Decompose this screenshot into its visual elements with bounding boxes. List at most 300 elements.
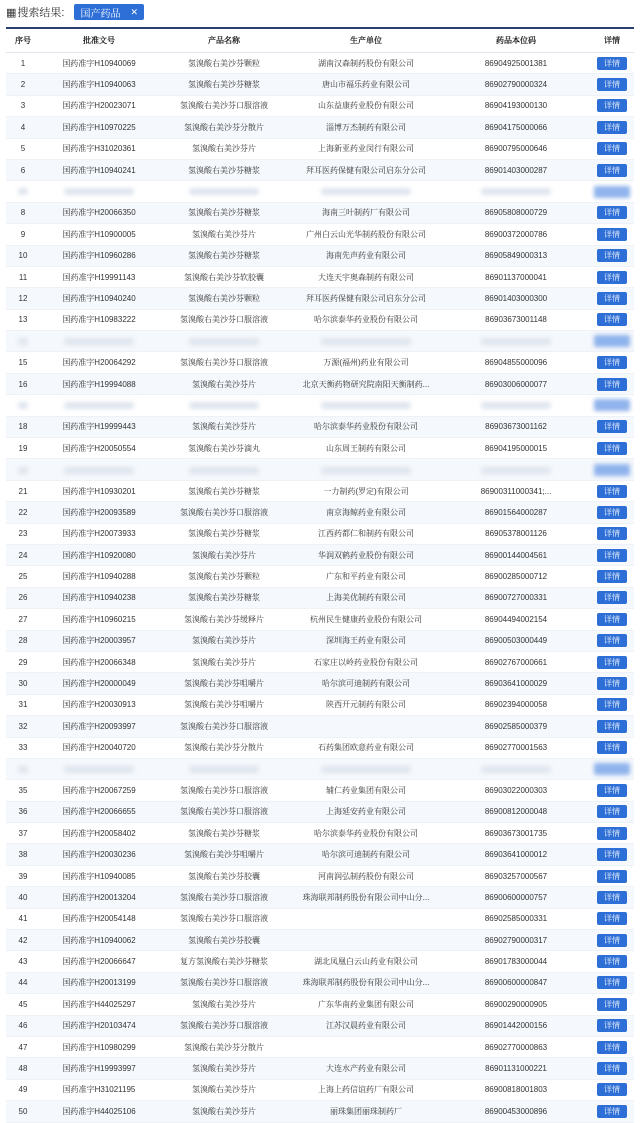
filter-tag[interactable]	[74, 4, 144, 20]
cell-product: 氢溴酸右美沙芬糖浆	[158, 587, 290, 608]
table-row	[6, 373, 634, 394]
cell-maker: 陕西开元制药有限公司	[290, 694, 442, 715]
blurred-cell	[290, 395, 442, 416]
cell-approval: 国药准字H10940069	[40, 53, 158, 74]
cell-no: 4	[6, 117, 40, 138]
cell-product: 氢溴酸右美沙芬片	[158, 224, 290, 245]
cell-approval: 国药准字H20023071	[40, 95, 158, 116]
cell-approval: 国药准字H20103474	[40, 1015, 158, 1036]
cell-approval: 国药准字H19994088	[40, 373, 158, 394]
cell-code: 86900795000646	[442, 138, 590, 159]
cell-no: 42	[6, 930, 40, 951]
cell-approval: 国药准字H10900005	[40, 224, 158, 245]
cell-product: 氢溴酸右美沙芬口服溶液	[158, 309, 290, 330]
cell-detail	[590, 823, 634, 844]
cell-code: 86904494002154	[442, 609, 590, 630]
cell-detail	[590, 844, 634, 865]
cell-product: 复方氢溴酸右美沙芬糖浆	[158, 951, 290, 972]
cell-code: 86902770001563	[442, 737, 590, 758]
col-header-maker: 生产单位	[290, 29, 442, 53]
redacted-block	[321, 338, 411, 345]
cell-maker: 哈尔滨可迪制药有限公司	[290, 844, 442, 865]
cell-detail	[590, 566, 634, 587]
col-header-approval: 批准文号	[40, 29, 158, 53]
cell-product: 氢溴酸右美沙芬糖浆	[158, 480, 290, 501]
redacted-block	[64, 338, 134, 345]
cell-code: 86902394000058	[442, 694, 590, 715]
cell-detail	[590, 972, 634, 993]
blurred-cell	[40, 758, 158, 779]
detail-button[interactable]: 详情	[597, 934, 627, 947]
redacted-block	[481, 402, 551, 409]
blurred-cell	[40, 395, 158, 416]
cell-detail	[590, 159, 634, 180]
cell-maker	[290, 930, 442, 951]
cell-no: 32	[6, 716, 40, 737]
blurred-cell	[6, 459, 40, 480]
cell-detail	[590, 266, 634, 287]
table-row	[6, 587, 634, 608]
table-row	[6, 74, 634, 95]
table-row	[6, 651, 634, 672]
redacted-button	[594, 335, 630, 347]
cell-maker: 杭州民生健康药业股份有限公司	[290, 609, 442, 630]
cell-approval: 国药准字H10940085	[40, 865, 158, 886]
redacted-block	[18, 188, 28, 195]
blurred-cell	[158, 331, 290, 352]
cell-code: 86903673001162	[442, 416, 590, 437]
cell-approval: 国药准字H20058402	[40, 823, 158, 844]
detail-button[interactable]: 详情	[597, 613, 627, 626]
cell-code: 86904175000066	[442, 117, 590, 138]
table-row	[6, 972, 634, 993]
cell-detail	[590, 544, 634, 565]
cell-code: 86902585000331	[442, 908, 590, 929]
table-row	[6, 480, 634, 501]
cell-detail	[590, 309, 634, 330]
cell-detail	[590, 737, 634, 758]
cell-code: 86900290000905	[442, 994, 590, 1015]
cell-code: 86900453000896	[442, 1101, 590, 1122]
detail-button[interactable]: 详情	[597, 292, 627, 305]
cell-maker: 拜耳医药保健有限公司启东分公司	[290, 159, 442, 180]
cell-approval: 国药准字H10920080	[40, 544, 158, 565]
cell-code: 86901564000287	[442, 502, 590, 523]
detail-button[interactable]: 详情	[597, 249, 627, 262]
cell-approval: 国药准字H10940241	[40, 159, 158, 180]
cell-product: 氢溴酸右美沙芬颗粒	[158, 566, 290, 587]
table-row	[6, 823, 634, 844]
cell-detail	[590, 630, 634, 651]
cell-product: 氢溴酸右美沙芬糖浆	[158, 159, 290, 180]
detail-button[interactable]: 详情	[597, 741, 627, 754]
detail-button[interactable]: 详情	[597, 142, 627, 155]
cell-approval: 国药准字H10940240	[40, 288, 158, 309]
redacted-block	[18, 467, 28, 474]
cell-approval: 国药准字H20030913	[40, 694, 158, 715]
cell-detail	[590, 74, 634, 95]
cell-product: 氢溴酸右美沙芬口服溶液	[158, 908, 290, 929]
detail-button[interactable]: 详情	[597, 955, 627, 968]
blurred-cell	[40, 459, 158, 480]
cell-no: 3	[6, 95, 40, 116]
detail-button[interactable]: 详情	[597, 591, 627, 604]
cell-code: 86904925001381	[442, 53, 590, 74]
detail-button[interactable]: 详情	[597, 912, 627, 925]
cell-no: 8	[6, 202, 40, 223]
cell-code: 86900818001803	[442, 1079, 590, 1100]
cell-detail	[590, 480, 634, 501]
table-row	[6, 994, 634, 1015]
detail-button[interactable]: 详情	[597, 656, 627, 669]
cell-product: 氢溴酸右美沙芬分散片	[158, 1036, 290, 1057]
cell-maker: 珠海联邦制药股份有限公司中山分...	[290, 972, 442, 993]
detail-button[interactable]: 详情	[597, 57, 627, 70]
cell-product: 氢溴酸右美沙芬片	[158, 1079, 290, 1100]
table-row	[6, 352, 634, 373]
table-header	[6, 29, 634, 53]
cell-detail	[590, 673, 634, 694]
blurred-cell	[290, 181, 442, 202]
table-row	[6, 566, 634, 587]
cell-product: 氢溴酸右美沙芬咀嚼片	[158, 694, 290, 715]
detail-button[interactable]: 详情	[597, 1019, 627, 1032]
cell-no: 27	[6, 609, 40, 630]
cell-no: 11	[6, 266, 40, 287]
cell-detail	[590, 224, 634, 245]
redacted-block	[481, 467, 551, 474]
cell-maker: 湖南汉森制药股份有限公司	[290, 53, 442, 74]
detail-button[interactable]: 详情	[597, 549, 627, 562]
cell-product: 氢溴酸右美沙芬分散片	[158, 737, 290, 758]
cell-product: 氢溴酸右美沙芬颗粒	[158, 288, 290, 309]
redacted-block	[189, 188, 259, 195]
table-row	[6, 1036, 634, 1057]
cell-detail	[590, 887, 634, 908]
cell-code: 86904195000015	[442, 438, 590, 459]
cell-approval: 国药准字H10940288	[40, 566, 158, 587]
cell-product: 氢溴酸右美沙芬片	[158, 1058, 290, 1079]
blurred-cell	[158, 758, 290, 779]
cell-no: 41	[6, 908, 40, 929]
cell-detail	[590, 1101, 634, 1122]
cell-approval: 国药准字H20066348	[40, 651, 158, 672]
cell-code: 86900285000712	[442, 566, 590, 587]
cell-no: 39	[6, 865, 40, 886]
cell-detail	[590, 288, 634, 309]
detail-button[interactable]: 详情	[597, 677, 627, 690]
table-row	[6, 1015, 634, 1036]
blurred-cell	[6, 181, 40, 202]
cell-product: 氢溴酸右美沙芬糖浆	[158, 245, 290, 266]
cell-code: 86902790000324	[442, 74, 590, 95]
cell-code: 86905378001126	[442, 523, 590, 544]
blurred-cell	[290, 459, 442, 480]
detail-button[interactable]: 详情	[597, 1083, 627, 1096]
cell-approval: 国药准字H20003957	[40, 630, 158, 651]
cell-code: 86900372000786	[442, 224, 590, 245]
cell-approval: 国药准字H44025106	[40, 1101, 158, 1122]
cell-code: 86905808000729	[442, 202, 590, 223]
table-row	[6, 309, 634, 330]
blurred-cell	[158, 181, 290, 202]
table-row	[6, 224, 634, 245]
search-result-bar	[0, 0, 640, 24]
cell-detail	[590, 1036, 634, 1057]
cell-code: 86901442000156	[442, 1015, 590, 1036]
close-icon[interactable]: ✕	[130, 6, 139, 17]
detail-button[interactable]: 详情	[597, 976, 627, 989]
cell-maker: 上海延安药业有限公司	[290, 801, 442, 822]
cell-detail	[590, 438, 634, 459]
detail-button[interactable]: 详情	[597, 827, 627, 840]
detail-button[interactable]: 详情	[597, 891, 627, 904]
detail-button[interactable]: 详情	[597, 356, 627, 369]
table-row	[6, 801, 634, 822]
cell-maker: 海南先声药业有限公司	[290, 245, 442, 266]
cell-no: 47	[6, 1036, 40, 1057]
redacted-block	[481, 188, 551, 195]
cell-product: 氢溴酸右美沙芬片	[158, 373, 290, 394]
cell-no: 48	[6, 1058, 40, 1079]
cell-maker: 辅仁药业集团有限公司	[290, 780, 442, 801]
cell-maker: 江西药都仁和制药有限公司	[290, 523, 442, 544]
cell-maker: 一力制药(罗定)有限公司	[290, 480, 442, 501]
cell-product: 氢溴酸右美沙芬口服溶液	[158, 716, 290, 737]
cell-code: 86903022000303	[442, 780, 590, 801]
cell-approval: 国药准字H10983222	[40, 309, 158, 330]
cell-product: 氢溴酸右美沙芬口服溶液	[158, 502, 290, 523]
cell-maker: 河南润弘制药股份有限公司	[290, 865, 442, 886]
detail-button[interactable]: 详情	[597, 206, 627, 219]
cell-approval: 国药准字H10940238	[40, 587, 158, 608]
cell-approval: 国药准字H20066647	[40, 951, 158, 972]
blurred-cell	[40, 181, 158, 202]
cell-maker: 湖北凤凰白云山药业有限公司	[290, 951, 442, 972]
cell-maker: 南京海鲸药业有限公司	[290, 502, 442, 523]
blurred-cell	[590, 181, 634, 202]
cell-product: 氢溴酸右美沙芬糖浆	[158, 202, 290, 223]
detail-button[interactable]: 详情	[597, 570, 627, 583]
detail-button[interactable]: 详情	[597, 78, 627, 91]
cell-no: 25	[6, 566, 40, 587]
cell-approval: 国药准字H20030236	[40, 844, 158, 865]
cell-detail	[590, 587, 634, 608]
cell-maker	[290, 1036, 442, 1057]
cell-no: 35	[6, 780, 40, 801]
detail-button[interactable]: 详情	[597, 121, 627, 134]
cell-no: 30	[6, 673, 40, 694]
redacted-button	[594, 399, 630, 411]
cell-no: 12	[6, 288, 40, 309]
detail-button[interactable]: 详情	[597, 634, 627, 647]
cell-maker: 拜耳医药保健有限公司启东分公司	[290, 288, 442, 309]
cell-detail	[590, 138, 634, 159]
blurred-cell	[6, 395, 40, 416]
cell-maker: 大连水产药业有限公司	[290, 1058, 442, 1079]
detail-button[interactable]: 详情	[597, 784, 627, 797]
redacted-block	[189, 467, 259, 474]
detail-button[interactable]: 详情	[597, 848, 627, 861]
cell-detail	[590, 117, 634, 138]
cell-maker: 深圳海王药业有限公司	[290, 630, 442, 651]
cell-no: 29	[6, 651, 40, 672]
redacted-block	[64, 467, 134, 474]
blurred-cell	[290, 331, 442, 352]
cell-maker: 山东益康药业股份有限公司	[290, 95, 442, 116]
cell-detail	[590, 95, 634, 116]
cell-code: 86901403000300	[442, 288, 590, 309]
detail-button[interactable]: 详情	[597, 313, 627, 326]
redacted-block	[321, 188, 411, 195]
blurred-cell	[442, 758, 590, 779]
cell-maker: 大连天宇奥森制药有限公司	[290, 266, 442, 287]
detail-button[interactable]: 详情	[597, 805, 627, 818]
detail-button[interactable]: 详情	[597, 1105, 627, 1118]
cell-no: 10	[6, 245, 40, 266]
cell-product: 氢溴酸右美沙芬口服溶液	[158, 780, 290, 801]
cell-code: 86901137000041	[442, 266, 590, 287]
cell-detail	[590, 202, 634, 223]
cell-maker: 上海新亚药业闵行有限公司	[290, 138, 442, 159]
cell-approval: 国药准字H10930201	[40, 480, 158, 501]
cell-maker: 海南三叶制药厂有限公司	[290, 202, 442, 223]
cell-code: 86900503000449	[442, 630, 590, 651]
detail-button[interactable]: 详情	[597, 485, 627, 498]
table-row	[6, 416, 634, 437]
table-row	[6, 438, 634, 459]
cell-product: 氢溴酸右美沙芬颗粒	[158, 53, 290, 74]
redacted-block	[189, 766, 259, 773]
table-row	[6, 95, 634, 116]
redacted-block	[18, 338, 28, 345]
cell-product: 氢溴酸右美沙芬咀嚼片	[158, 844, 290, 865]
table-row	[6, 951, 634, 972]
table-row	[6, 117, 634, 138]
cell-product: 氢溴酸右美沙芬滴丸	[158, 438, 290, 459]
cell-maker: 哈尔滨泰华药业股份有限公司	[290, 309, 442, 330]
cell-approval: 国药准字H10960215	[40, 609, 158, 630]
cell-approval: 国药准字H20073933	[40, 523, 158, 544]
cell-no: 36	[6, 801, 40, 822]
detail-button[interactable]: 详情	[597, 442, 627, 455]
cell-maker: 珠海联邦制药股份有限公司中山分...	[290, 887, 442, 908]
blurred-cell	[590, 331, 634, 352]
blurred-cell	[40, 331, 158, 352]
cell-detail	[590, 908, 634, 929]
detail-button[interactable]: 详情	[597, 378, 627, 391]
cell-maker: 上海美优制药有限公司	[290, 587, 442, 608]
table-row	[6, 908, 634, 929]
blurred-cell	[290, 758, 442, 779]
detail-button[interactable]: 详情	[597, 271, 627, 284]
cell-maker: 哈尔滨泰华药业股份有限公司	[290, 823, 442, 844]
cell-maker: 哈尔滨可迪制药有限公司	[290, 673, 442, 694]
cell-maker: 北京天衡药物研究院南阳天衡制药...	[290, 373, 442, 394]
cell-code: 86900812000048	[442, 801, 590, 822]
cell-product: 氢溴酸右美沙芬口服溶液	[158, 352, 290, 373]
cell-product: 氢溴酸右美沙芬片	[158, 1101, 290, 1122]
table-row	[6, 1079, 634, 1100]
cell-detail	[590, 1079, 634, 1100]
detail-button[interactable]: 详情	[597, 99, 627, 112]
table-row	[6, 459, 634, 480]
cell-approval: 国药准字H31020361	[40, 138, 158, 159]
detail-button[interactable]: 详情	[597, 228, 627, 241]
cell-no: 37	[6, 823, 40, 844]
blurred-cell	[442, 181, 590, 202]
cell-code: 86903006000077	[442, 373, 590, 394]
detail-button[interactable]: 详情	[597, 527, 627, 540]
cell-maker	[290, 908, 442, 929]
cell-detail	[590, 523, 634, 544]
blurred-cell	[158, 459, 290, 480]
search-result-label: 搜索结果:	[17, 7, 65, 19]
cell-no: 23	[6, 523, 40, 544]
cell-maker: 淄博万杰制药有限公司	[290, 117, 442, 138]
cell-product: 氢溴酸右美沙芬片	[158, 416, 290, 437]
cell-maker: 山东周王制药有限公司	[290, 438, 442, 459]
cell-product: 氢溴酸右美沙芬片	[158, 994, 290, 1015]
redacted-block	[64, 188, 134, 195]
cell-maker: 华润双鹤药业股份有限公司	[290, 544, 442, 565]
table-row	[6, 245, 634, 266]
cell-approval: 国药准字H31021195	[40, 1079, 158, 1100]
cell-product: 氢溴酸右美沙芬口服溶液	[158, 887, 290, 908]
cell-code: 86902767000661	[442, 651, 590, 672]
detail-button[interactable]: 详情	[597, 720, 627, 733]
cell-maker: 广东华南药业集团有限公司	[290, 994, 442, 1015]
cell-maker: 上海上药信谊药厂有限公司	[290, 1079, 442, 1100]
table-row	[6, 716, 634, 737]
detail-button[interactable]: 详情	[597, 1062, 627, 1075]
detail-button[interactable]: 详情	[597, 870, 627, 883]
cell-approval: 国药准字H20066655	[40, 801, 158, 822]
detail-button[interactable]: 详情	[597, 998, 627, 1011]
detail-button[interactable]: 详情	[597, 1041, 627, 1054]
cell-product: 氢溴酸右美沙芬糖浆	[158, 823, 290, 844]
redacted-block	[18, 402, 28, 409]
cell-product: 氢溴酸右美沙芬软胶囊	[158, 266, 290, 287]
cell-approval: 国药准字H19991143	[40, 266, 158, 287]
detail-button[interactable]: 详情	[597, 164, 627, 177]
cell-product: 氢溴酸右美沙芬片	[158, 544, 290, 565]
table-row	[6, 673, 634, 694]
detail-button[interactable]: 详情	[597, 506, 627, 519]
cell-product: 氢溴酸右美沙芬片	[158, 651, 290, 672]
cell-no: 38	[6, 844, 40, 865]
col-header-code: 药品本位码	[442, 29, 590, 53]
cell-no: 9	[6, 224, 40, 245]
cell-code: 86902770000863	[442, 1036, 590, 1057]
table-row	[6, 887, 634, 908]
cell-detail	[590, 694, 634, 715]
cell-detail	[590, 1015, 634, 1036]
cell-detail	[590, 801, 634, 822]
redacted-block	[189, 402, 259, 409]
detail-button[interactable]: 详情	[597, 420, 627, 433]
cell-approval: 国药准字H10960286	[40, 245, 158, 266]
blurred-cell	[158, 395, 290, 416]
cell-code: 86900727000331	[442, 587, 590, 608]
table-row	[6, 930, 634, 951]
detail-button[interactable]: 详情	[597, 698, 627, 711]
cell-approval: 国药准字H10970225	[40, 117, 158, 138]
cell-no: 16	[6, 373, 40, 394]
cell-no: 15	[6, 352, 40, 373]
cell-approval: 国药准字H10940063	[40, 74, 158, 95]
cell-product: 氢溴酸右美沙芬糖浆	[158, 74, 290, 95]
